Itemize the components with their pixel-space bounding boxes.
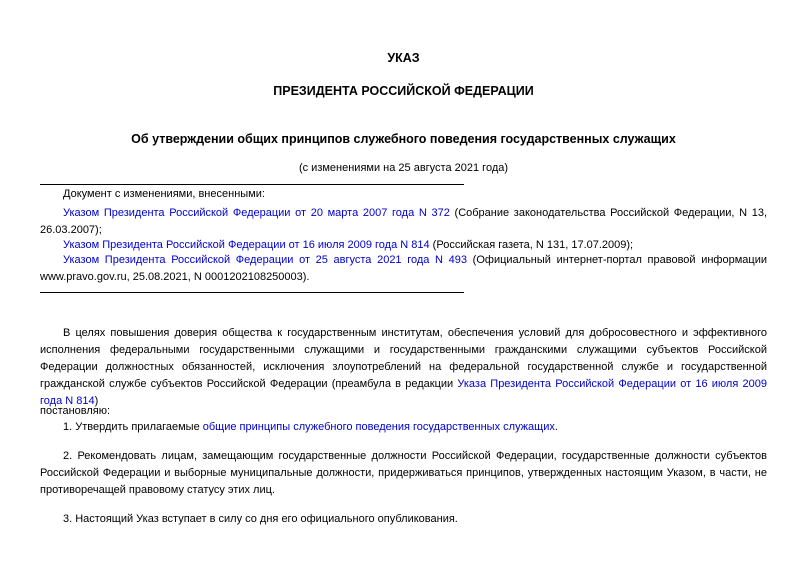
change-item-3 <box>40 252 767 286</box>
doc-revision: (с изменениями на 25 августа 2021 года) <box>298 162 509 174</box>
changes-top-rule <box>40 184 464 185</box>
preamble-end: ) <box>94 395 99 407</box>
item-2: 2. Рекомендовать лицам, замещающим государственные должности Российской Федерации, государственные должности субъектов Российской Федерации и выборные муниципальные должности, придерживаться принципов, утвержденных настоящим Указом, в части, не противоречащей правовому статусу этих лиц. <box>40 450 767 496</box>
change-link-3[interactable]: Указом Президента Российской Федерации от 25 августа 2021 года N 493 <box>63 254 468 266</box>
item-1-link[interactable]: общие принципы служебного поведения государственных служащих <box>202 421 555 433</box>
change-source-1: (Собрание законодательства Российской Федерации, N 13, 26.03.2007); <box>40 207 767 236</box>
change-link-2[interactable]: Указом Президента Российской Федерации от 16 июля 2009 года N 814 <box>63 239 430 251</box>
preamble <box>40 325 767 410</box>
decree-word: постановляю: <box>40 405 111 417</box>
doc-title: УКАЗ <box>387 51 420 65</box>
item-1 <box>40 419 767 436</box>
change-item-1 <box>40 205 767 239</box>
item-1-end: . <box>554 421 558 433</box>
changes-bottom-rule <box>40 292 464 293</box>
change-source-2: (Российская газета, N 131, 17.07.2009); <box>429 239 634 251</box>
doc-subject: Об утверждении общих принципов служебного поведения государственных служащих <box>131 132 676 146</box>
changes-intro: Документ с изменениями, внесенными: <box>63 188 265 200</box>
item-1-text: 1. Утвердить прилагаемые <box>63 421 203 433</box>
change-link-1[interactable]: Указом Президента Российской Федерации от 20 марта 2007 года N 372 <box>63 207 450 219</box>
preamble-link[interactable]: Указа Президента Российской Федерации от 16 июля 2009 года N 814 <box>40 378 767 407</box>
preamble-text: В целях повышения доверия общества к государственным институтам, обеспечения условий для добросовестного и эффективного исполнения федеральными государственными служащими и государственными гражданскими служащими субъектов Российской Федерации должностных обязанностей, исключения злоупотреблений на федеральной государственной службе и государственной гражданской службе субъектов Российской Федерации (преамбула в редакции <box>40 327 767 390</box>
doc-issuer: ПРЕЗИДЕНТА РОССИЙСКОЙ ФЕДЕРАЦИИ <box>273 84 534 98</box>
change-source-3: (Официальный интернет-портал правовой информации www.pravo.gov.ru, 25.08.2021, N 0001202108250003). <box>40 254 767 283</box>
item-3: 3. Настоящий Указ вступает в силу со дня его официального опубликования. <box>63 513 458 525</box>
